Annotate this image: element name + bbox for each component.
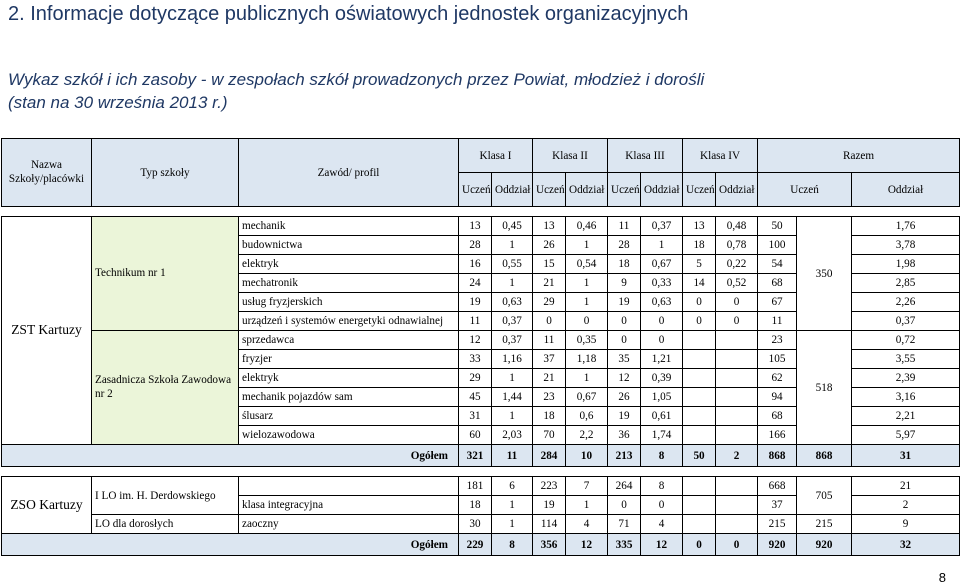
header-uczen: Uczeń: [533, 173, 566, 207]
school-type: LO dla dorosłych: [92, 515, 239, 534]
table-row: [2, 331, 960, 350]
table-cell: 19: [608, 293, 641, 312]
header-type: Typ szkoły: [92, 139, 239, 207]
table-cell: 28: [459, 236, 492, 255]
table-cell: 26: [608, 388, 641, 407]
total-row: [2, 445, 960, 467]
students-total: 705: [797, 477, 852, 515]
table-cell: 2,03: [492, 426, 533, 445]
table-cell: [716, 515, 758, 534]
table-cell: [716, 388, 758, 407]
table-cell: 1: [492, 496, 533, 515]
table-cell: 1,21: [641, 350, 683, 369]
table-cell: 0: [641, 331, 683, 350]
school-type: Technikum nr 1: [92, 217, 239, 331]
table-cell: 0,45: [492, 217, 533, 236]
total-cell: 10: [566, 445, 608, 467]
table-cell: 13: [683, 217, 716, 236]
table-cell: [716, 477, 758, 496]
profession-label: fryzjer: [239, 350, 459, 369]
table-cell: 1: [566, 236, 608, 255]
table-cell: 0,63: [641, 293, 683, 312]
table-cell: 31: [459, 407, 492, 426]
table-cell: 68: [758, 407, 797, 426]
table-cell: 3,78: [852, 236, 960, 255]
header-profession: Zawód/ profil: [239, 139, 459, 207]
table-cell: 19: [459, 293, 492, 312]
profession-label: zaoczny: [239, 515, 459, 534]
total-cell: 284: [533, 445, 566, 467]
table-cell: 0: [608, 312, 641, 331]
table-cell: 0,72: [852, 331, 960, 350]
table-cell: 1,98: [852, 255, 960, 274]
total-cell: 0: [683, 534, 716, 556]
total-cell: 321: [459, 445, 492, 467]
table-cell: 1: [566, 293, 608, 312]
table-cell: 0: [533, 312, 566, 331]
school-name: ZST Kartuzy: [2, 217, 92, 445]
table-cell: 12: [608, 369, 641, 388]
table-cell: 166: [758, 426, 797, 445]
header-razem: Razem: [758, 139, 960, 173]
table-cell: 0,54: [566, 255, 608, 274]
table-cell: 0,33: [641, 274, 683, 293]
table-cell: 13: [459, 217, 492, 236]
total-cell: 32: [852, 534, 960, 556]
school-name: ZSO Kartuzy: [2, 477, 92, 534]
table-cell: 28: [608, 236, 641, 255]
profession-label: mechanik pojazdów sam: [239, 388, 459, 407]
table-cell: 215: [758, 515, 797, 534]
table-cell: 0,37: [641, 217, 683, 236]
table-cell: 1: [566, 369, 608, 388]
table-cell: 18: [683, 236, 716, 255]
header-oddzial: Oddział: [641, 173, 683, 207]
subtitle-line-2: (stan na 30 września 2013 r.): [8, 93, 228, 112]
total-cell: 868: [758, 445, 797, 467]
total-cell: 920: [758, 534, 797, 556]
table-cell: 37: [533, 350, 566, 369]
students-count: 50: [758, 217, 797, 236]
total-row: [2, 534, 960, 556]
spacer-row: [2, 207, 960, 217]
table-cell: 1,16: [492, 350, 533, 369]
table-cell: 29: [459, 369, 492, 388]
header-klasa-2: Klasa II: [533, 139, 608, 173]
table-cell: 0,63: [492, 293, 533, 312]
table-cell: [716, 369, 758, 388]
students-total: 518: [797, 331, 852, 445]
school-type: Zasadnicza Szkoła Zawodowa nr 2: [92, 331, 239, 445]
table-cell: 33: [459, 350, 492, 369]
table-cell: [683, 515, 716, 534]
table-cell: 0,37: [492, 331, 533, 350]
table-cell: [683, 331, 716, 350]
total-cell: 0: [716, 534, 758, 556]
table-cell: 0: [608, 496, 641, 515]
profession-label: wielozawodowa: [239, 426, 459, 445]
total-cell: 12: [566, 534, 608, 556]
table-cell: 105: [758, 350, 797, 369]
table-row: [2, 477, 960, 496]
header-oddzial: Oddział: [492, 173, 533, 207]
table-cell: [683, 388, 716, 407]
table-cell: 1,44: [492, 388, 533, 407]
profession-label: [239, 477, 459, 496]
table-cell: [683, 350, 716, 369]
header-oddzial: Oddział: [716, 173, 758, 207]
profession-label: budownictwa: [239, 236, 459, 255]
table-cell: 223: [533, 477, 566, 496]
total-cell: 31: [852, 445, 960, 467]
table-cell: 0,48: [716, 217, 758, 236]
table-cell: 0,22: [716, 255, 758, 274]
table-cell: 1: [566, 496, 608, 515]
table-cell: 9: [608, 274, 641, 293]
header-klasa-3: Klasa III: [608, 139, 683, 173]
table-cell: 1,74: [641, 426, 683, 445]
table-cell: 19: [533, 496, 566, 515]
total-label: Ogółem: [2, 534, 459, 556]
table-cell: [683, 477, 716, 496]
table-cell: [683, 407, 716, 426]
total-cell: 11: [492, 445, 533, 467]
table-cell: 1,76: [852, 217, 960, 236]
table-cell: [683, 496, 716, 515]
table-cell: [716, 350, 758, 369]
table-cell: 0,52: [716, 274, 758, 293]
table-cell: [716, 407, 758, 426]
total-cell: 2: [716, 445, 758, 467]
table-cell: 0: [641, 312, 683, 331]
total-cell: 356: [533, 534, 566, 556]
table-cell: 0: [683, 293, 716, 312]
table-cell: 45: [459, 388, 492, 407]
profession-label: elektryk: [239, 255, 459, 274]
total-cell: 335: [608, 534, 641, 556]
page-number: 8: [938, 570, 946, 585]
table-cell: 37: [758, 496, 797, 515]
table-cell: 1: [492, 274, 533, 293]
table-cell: 70: [533, 426, 566, 445]
table-cell: 114: [533, 515, 566, 534]
header-klasa-4: Klasa IV: [683, 139, 758, 173]
table-cell: 2,2: [566, 426, 608, 445]
table-cell: 1,05: [641, 388, 683, 407]
table-cell: 0,67: [566, 388, 608, 407]
table-cell: [683, 426, 716, 445]
table-cell: 0: [608, 331, 641, 350]
profession-label: sprzedawca: [239, 331, 459, 350]
table-cell: [716, 426, 758, 445]
total-cell: 12: [641, 534, 683, 556]
header-uczen: Uczeń: [608, 173, 641, 207]
table-cell: 54: [758, 255, 797, 274]
table-cell: 13: [533, 217, 566, 236]
table-cell: [716, 331, 758, 350]
students-total: 215: [797, 515, 852, 534]
students-total: 350: [797, 217, 852, 331]
total-cell: 920: [797, 534, 852, 556]
table-cell: 181: [459, 477, 492, 496]
header-oddzial: Oddział: [566, 173, 608, 207]
profession-label: ślusarz: [239, 407, 459, 426]
table-cell: 5,97: [852, 426, 960, 445]
table-cell: 1: [492, 515, 533, 534]
table-cell: 21: [533, 369, 566, 388]
header-uczen: Uczeń: [683, 173, 716, 207]
profession-label: elektryk: [239, 369, 459, 388]
table-cell: 26: [533, 236, 566, 255]
table-cell: 2,39: [852, 369, 960, 388]
table-cell: 12: [459, 331, 492, 350]
table-cell: 7: [566, 477, 608, 496]
total-cell: 50: [683, 445, 716, 467]
table-cell: 4: [641, 515, 683, 534]
table-cell: 24: [459, 274, 492, 293]
students-count: 23: [758, 331, 797, 350]
school-type: I LO im. H. Derdowskiego: [92, 477, 239, 515]
total-cell: 229: [459, 534, 492, 556]
table-cell: 0,46: [566, 217, 608, 236]
table-cell: 23: [533, 388, 566, 407]
table-cell: 5: [683, 255, 716, 274]
table-row: [2, 515, 960, 534]
table-cell: 1: [566, 274, 608, 293]
subtitle-line-1: Wykaz szkół i ich zasoby - w zespołach szkół prowadzonych przez Powiat, młodzież i dorośli: [8, 70, 705, 89]
table-cell: 0,55: [492, 255, 533, 274]
table-cell: 18: [459, 496, 492, 515]
total-cell: 868: [797, 445, 852, 467]
profession-label: urządzeń i systemów energetyki odnawialnej: [239, 312, 459, 331]
table-cell: 2,21: [852, 407, 960, 426]
table-cell: 94: [758, 388, 797, 407]
table-cell: 11: [758, 312, 797, 331]
table-cell: 0: [641, 496, 683, 515]
table-cell: 4: [566, 515, 608, 534]
total-cell: 213: [608, 445, 641, 467]
table-cell: 0,78: [716, 236, 758, 255]
table-cell: 21: [852, 477, 960, 496]
table-cell: 2: [852, 496, 960, 515]
spacer-row: [2, 467, 960, 477]
table-cell: 1: [492, 236, 533, 255]
table-cell: 0,37: [852, 312, 960, 331]
table-cell: 1,18: [566, 350, 608, 369]
table-cell: [716, 496, 758, 515]
table-cell: 264: [608, 477, 641, 496]
total-label: Ogółem: [2, 445, 459, 467]
profession-label: klasa integracyjna: [239, 496, 459, 515]
table-cell: 60: [459, 426, 492, 445]
table-cell: [683, 369, 716, 388]
header-school: Nazwa Szkoły/placówki: [2, 139, 92, 207]
header-uczen-total: Uczeń: [758, 173, 852, 207]
header-oddzial-total: Oddział: [852, 173, 960, 207]
table-cell: 2,26: [852, 293, 960, 312]
table-row: [2, 217, 960, 236]
table-cell: 1: [492, 369, 533, 388]
table-cell: 668: [758, 477, 797, 496]
table-cell: 18: [533, 407, 566, 426]
table-cell: 19: [608, 407, 641, 426]
table-cell: 11: [459, 312, 492, 331]
table-cell: 35: [608, 350, 641, 369]
table-cell: 3,16: [852, 388, 960, 407]
total-cell: 8: [641, 445, 683, 467]
table-cell: 30: [459, 515, 492, 534]
profession-label: usług fryzjerskich: [239, 293, 459, 312]
section-heading: 2. Informacje dotyczące publicznych oświatowych jednostek organizacyjnych: [8, 3, 689, 25]
table-cell: 1: [641, 236, 683, 255]
table-cell: 11: [533, 331, 566, 350]
table-cell: 2,85: [852, 274, 960, 293]
table-cell: 3,55: [852, 350, 960, 369]
schools-table: [1, 138, 960, 556]
table-cell: 0,61: [641, 407, 683, 426]
table-cell: 9: [852, 515, 960, 534]
table-cell: 0,39: [641, 369, 683, 388]
profession-label: mechatronik: [239, 274, 459, 293]
table-cell: 71: [608, 515, 641, 534]
table-cell: 16: [459, 255, 492, 274]
table-cell: 21: [533, 274, 566, 293]
table-cell: 15: [533, 255, 566, 274]
header-klasa-1: Klasa I: [459, 139, 533, 173]
table-cell: 18: [608, 255, 641, 274]
table-cell: 0: [716, 312, 758, 331]
header-uczen: Uczeń: [459, 173, 492, 207]
table-cell: 0: [683, 312, 716, 331]
table-cell: 0: [566, 312, 608, 331]
table-cell: 1: [492, 407, 533, 426]
table-cell: 29: [533, 293, 566, 312]
table-cell: 0,67: [641, 255, 683, 274]
table-cell: 6: [492, 477, 533, 496]
table-cell: 0,37: [492, 312, 533, 331]
profession-label: mechanik: [239, 217, 459, 236]
table-cell: 67: [758, 293, 797, 312]
table-cell: 14: [683, 274, 716, 293]
table-cell: 0: [716, 293, 758, 312]
table-cell: 0,6: [566, 407, 608, 426]
table-cell: 0,35: [566, 331, 608, 350]
table-cell: 8: [641, 477, 683, 496]
table-cell: 62: [758, 369, 797, 388]
total-cell: 8: [492, 534, 533, 556]
table-cell: 36: [608, 426, 641, 445]
table-cell: 11: [608, 217, 641, 236]
table-cell: 68: [758, 274, 797, 293]
table-cell: 100: [758, 236, 797, 255]
